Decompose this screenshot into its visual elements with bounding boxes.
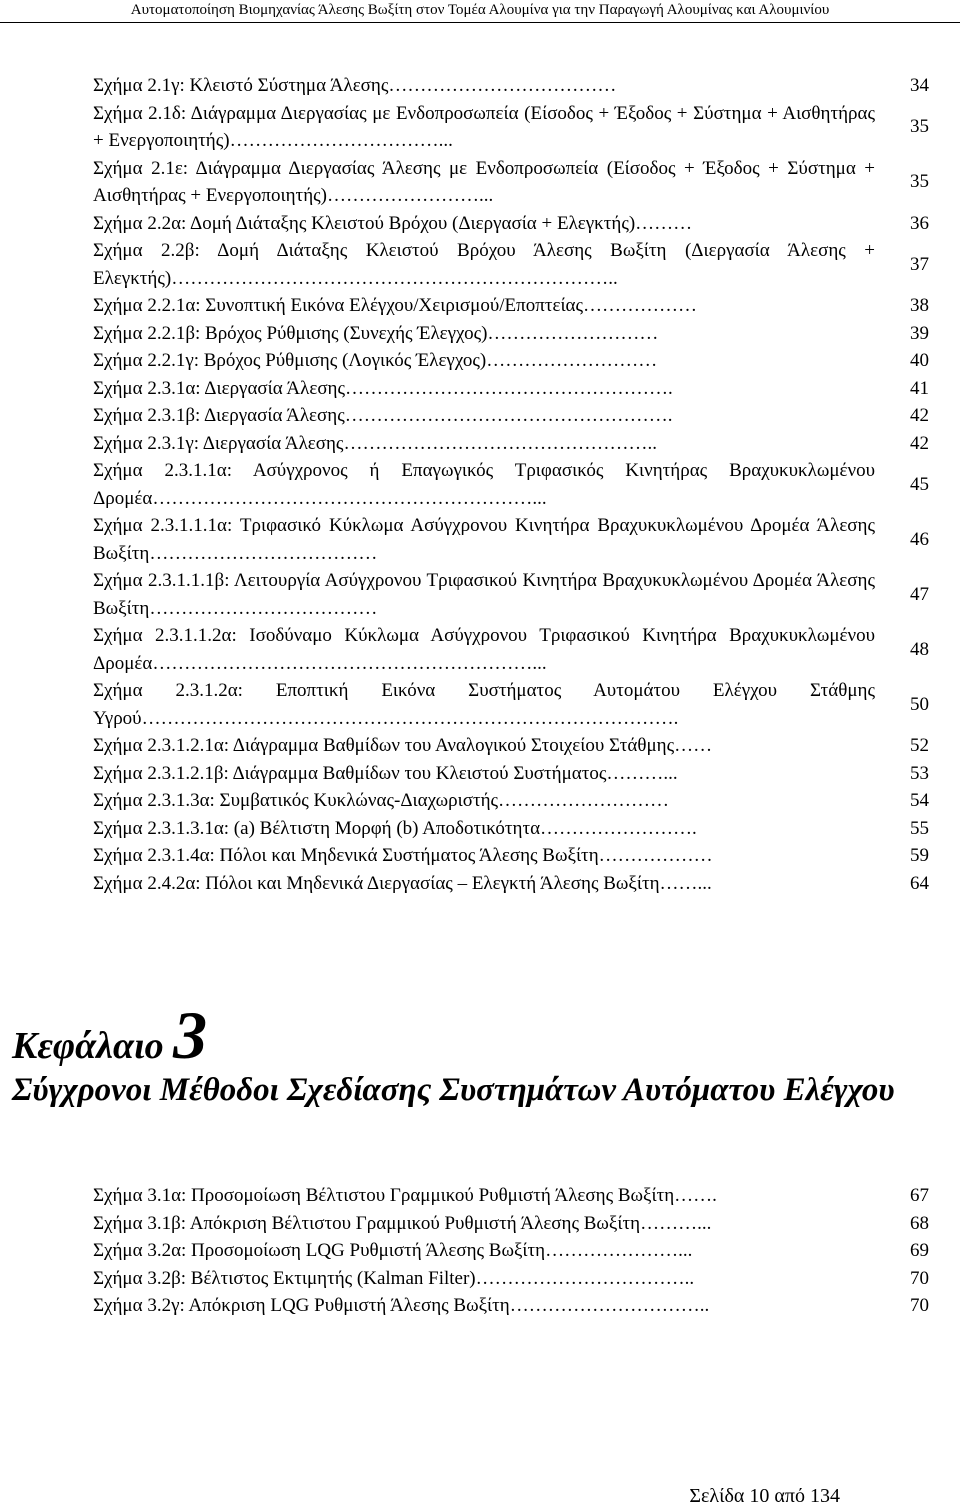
toc-entry-page: 34 bbox=[910, 75, 929, 96]
toc-entry-page: 67 bbox=[910, 1185, 929, 1206]
toc-entry[interactable] bbox=[93, 1237, 929, 1265]
toc-entry[interactable] bbox=[93, 787, 929, 815]
toc-entry[interactable] bbox=[93, 100, 929, 155]
figure-list-chapter-3 bbox=[93, 1182, 929, 1320]
toc-entry[interactable] bbox=[93, 512, 929, 567]
toc-entry[interactable] bbox=[93, 567, 929, 622]
toc-entry-page: 53 bbox=[910, 762, 929, 784]
page-number-footer: Σελίδα 10 από 134 bbox=[689, 1485, 840, 1507]
toc-entry-page: 35 bbox=[910, 171, 929, 193]
toc-entry-text: Σχήμα 2.1ε: Διάγραμμα Διεργασίας Άλεσης με Ενδοπροσωπεία (Είσοδος + Έξοδος + Σύστημα + Αισθητήρας + Ενεργοποιητής)……………………... bbox=[93, 157, 875, 206]
toc-entry-page: 42 bbox=[910, 405, 929, 426]
toc-entry-page: 64 bbox=[910, 872, 929, 894]
toc-entry-page: 38 bbox=[910, 295, 929, 316]
toc-entry-page: 37 bbox=[910, 253, 929, 275]
toc-entry-text: Σχήμα 2.3.1.2α: Εποπτική Εικόνα Συστήματος Αυτομάτου Ελέγχου Στάθμης Υγρού…………………………………………………………………………. bbox=[93, 680, 875, 729]
toc-entry-text: Σχήμα 2.1γ: Κλειστό Σύστημα Άλεσης……………………………… bbox=[93, 75, 617, 96]
toc-entry-text: Σχήμα 3.1β: Απόκριση Βέλτιστου Γραμμικού Ρυθμιστή Άλεσης Βωξίτη………... bbox=[93, 1212, 712, 1234]
toc-entry-text: Σχήμα 3.2α: Προσομοίωση LQG Ρυθμιστή Άλεσης Βωξίτη…………………... bbox=[93, 1240, 693, 1261]
toc-entry-text: Σχήμα 2.3.1.2.1β: Διάγραμμα Βαθμίδων του Κλειστού Συστήματος………... bbox=[93, 762, 678, 784]
toc-entry-text: Σχήμα 2.2α: Δομή Διάταξης Κλειστού Βρόχου (Διεργασία + Ελεγκτής)……… bbox=[93, 212, 693, 234]
figure-list-chapter-2 bbox=[93, 72, 929, 897]
toc-entry-page: 40 bbox=[910, 350, 929, 371]
toc-entry-text: Σχήμα 3.2γ: Απόκριση LQG Ρυθμιστή Άλεσης Βωξίτη………………………….. bbox=[93, 1295, 710, 1316]
toc-entry-text: Σχήμα 2.3.1γ: Διεργασία Άλεσης………………………………………….. bbox=[93, 432, 657, 454]
toc-entry[interactable] bbox=[93, 1265, 929, 1293]
toc-entry-page: 70 bbox=[910, 1295, 929, 1316]
toc-entry-text: Σχήμα 2.3.1β: Διεργασία Άλεσης……………………………………………. bbox=[93, 405, 673, 426]
toc-entry-text: Σχήμα 2.3.1.2.1α: Διάγραμμα Βαθμίδων του Αναλογικού Στοιχείου Στάθμης…… bbox=[93, 735, 713, 756]
toc-entry[interactable] bbox=[93, 72, 929, 100]
toc-entry[interactable] bbox=[93, 155, 929, 210]
toc-entry-page: 39 bbox=[910, 322, 929, 344]
toc-entry-text: Σχήμα 2.3.1.1α: Ασύγχρονος ή Επαγωγικός Τριφασικός Κινητήρας Βραχυκυκλωμένου Δρομέα……………………………………………………... bbox=[93, 460, 875, 509]
toc-entry-text: Σχήμα 2.3.1.3.1α: (a) Βέλτιστη Μορφή (b) Αποδοτικότητα……………………. bbox=[93, 817, 697, 839]
chapter-title: Σύγχρονοι Μέθοδοι Σχεδίασης Συστημάτων Αυτόματου Ελέγχου bbox=[12, 1072, 895, 1108]
toc-entry-page: 35 bbox=[910, 116, 929, 138]
toc-entry-page: 55 bbox=[910, 817, 929, 839]
toc-entry[interactable] bbox=[93, 402, 929, 430]
toc-entry[interactable] bbox=[93, 375, 929, 403]
toc-entry[interactable] bbox=[93, 1210, 929, 1238]
toc-entry-text: Σχήμα 2.2.1β: Βρόχος Ρύθμισης (Συνεχής Έλεγχος)……………………… bbox=[93, 322, 659, 344]
toc-entry-text: Σχήμα 2.4.2α: Πόλοι και Μηδενικά Διεργασίας – Ελεγκτή Άλεσης Βωξίτη……... bbox=[93, 872, 712, 894]
toc-entry-page: 54 bbox=[910, 790, 929, 811]
toc-entry[interactable] bbox=[93, 622, 929, 677]
toc-entry[interactable] bbox=[93, 237, 929, 292]
toc-entry-page: 42 bbox=[910, 432, 929, 454]
toc-entry-text: Σχήμα 2.3.1.1.1β: Λειτουργία Ασύγχρονου Τριφασικού Κινητήρα Βραχυκυκλωμένου Δρομέα Άλεσης Βωξίτη……………………………… bbox=[93, 570, 875, 619]
toc-entry-page: 70 bbox=[910, 1267, 929, 1289]
chapter-label: Κεφάλαιο bbox=[12, 1025, 164, 1067]
toc-entry-text: Σχήμα 2.3.1.1.1α: Τριφασικό Κύκλωμα Ασύγχρονου Κινητήρα Βραχυκυκλωμένου Δρομέα Άλεσης Βωξίτη……………………………… bbox=[93, 515, 875, 564]
toc-entry-page: 50 bbox=[910, 693, 929, 715]
toc-entry-text: Σχήμα 2.1δ: Διάγραμμα Διεργασίας με Ενδοπροσωπεία (Είσοδος + Έξοδος + Σύστημα + Αισθητήρας + Ενεργοποιητής)……………………………... bbox=[93, 102, 875, 151]
chapter-number: 3 bbox=[173, 997, 208, 1073]
toc-entry-text: Σχήμα 2.2.1γ: Βρόχος Ρύθμισης (Λογικός Έλεγχος)……………………… bbox=[93, 350, 658, 371]
toc-entry[interactable] bbox=[93, 815, 929, 843]
toc-entry-page: 46 bbox=[910, 528, 929, 550]
toc-entry[interactable] bbox=[93, 842, 929, 870]
toc-entry[interactable] bbox=[93, 732, 929, 760]
toc-entry[interactable] bbox=[93, 210, 929, 238]
running-header: Αυτοματοποίηση Βιομηχανίας Άλεσης Βωξίτη στον Τομέα Αλουμίνα για την Παραγωγή Αλουμίνας και Αλουμινίου bbox=[0, 0, 960, 23]
toc-entry-text: Σχήμα 2.3.1.3α: Συμβατικός Κυκλώνας-Διαχωριστής……………………… bbox=[93, 790, 670, 811]
toc-entry[interactable] bbox=[93, 870, 929, 898]
toc-entry[interactable] bbox=[93, 1292, 929, 1320]
toc-entry-text: Σχήμα 2.3.1α: Διεργασία Άλεσης……………………………………………. bbox=[93, 377, 673, 399]
toc-entry[interactable] bbox=[93, 457, 929, 512]
toc-entry-page: 45 bbox=[910, 473, 929, 495]
toc-entry-page: 52 bbox=[910, 735, 929, 756]
toc-entry-text: Σχήμα 3.2β: Βέλτιστος Εκτιμητής (Kalman Filter)…………………………….. bbox=[93, 1267, 695, 1289]
toc-entry[interactable] bbox=[93, 430, 929, 458]
toc-entry-text: Σχήμα 2.2β: Δομή Διάταξης Κλειστού Βρόχου Άλεσης Βωξίτη (Διεργασία Άλεσης + Ελεγκτής)…………………………………………………………….. bbox=[93, 240, 875, 289]
toc-entry[interactable] bbox=[93, 1182, 929, 1210]
toc-entry-page: 48 bbox=[910, 638, 929, 660]
toc-entry[interactable] bbox=[93, 320, 929, 348]
chapter-heading bbox=[12, 996, 952, 1075]
toc-entry-text: Σχήμα 2.3.1.1.2α: Ισοδύναμο Κύκλωμα Ασύγχρονου Τριφασικού Κινητήρα Βραχυκυκλωμένου Δρομέα……………………………………………………... bbox=[93, 625, 875, 674]
toc-entry-page: 69 bbox=[910, 1240, 929, 1261]
toc-entry-page: 36 bbox=[910, 212, 929, 234]
toc-entry[interactable] bbox=[93, 677, 929, 732]
toc-entry-page: 59 bbox=[910, 845, 929, 866]
toc-entry-page: 41 bbox=[910, 377, 929, 399]
toc-entry-text: Σχήμα 2.3.1.4α: Πόλοι και Μηδενικά Συστήματος Άλεσης Βωξίτη……………… bbox=[93, 845, 713, 866]
toc-entry-text: Σχήμα 3.1α: Προσομοίωση Βέλτιστου Γραμμικού Ρυθμιστή Άλεσης Βωξίτη……. bbox=[93, 1185, 717, 1206]
toc-entry-page: 47 bbox=[910, 583, 929, 605]
toc-entry[interactable] bbox=[93, 347, 929, 375]
toc-entry[interactable] bbox=[93, 292, 929, 320]
toc-entry[interactable] bbox=[93, 760, 929, 788]
toc-entry-page: 68 bbox=[910, 1212, 929, 1234]
toc-entry-text: Σχήμα 2.2.1α: Συνοπτική Εικόνα Ελέγχου/Χειρισμού/Εποπτείας……………… bbox=[93, 295, 698, 316]
